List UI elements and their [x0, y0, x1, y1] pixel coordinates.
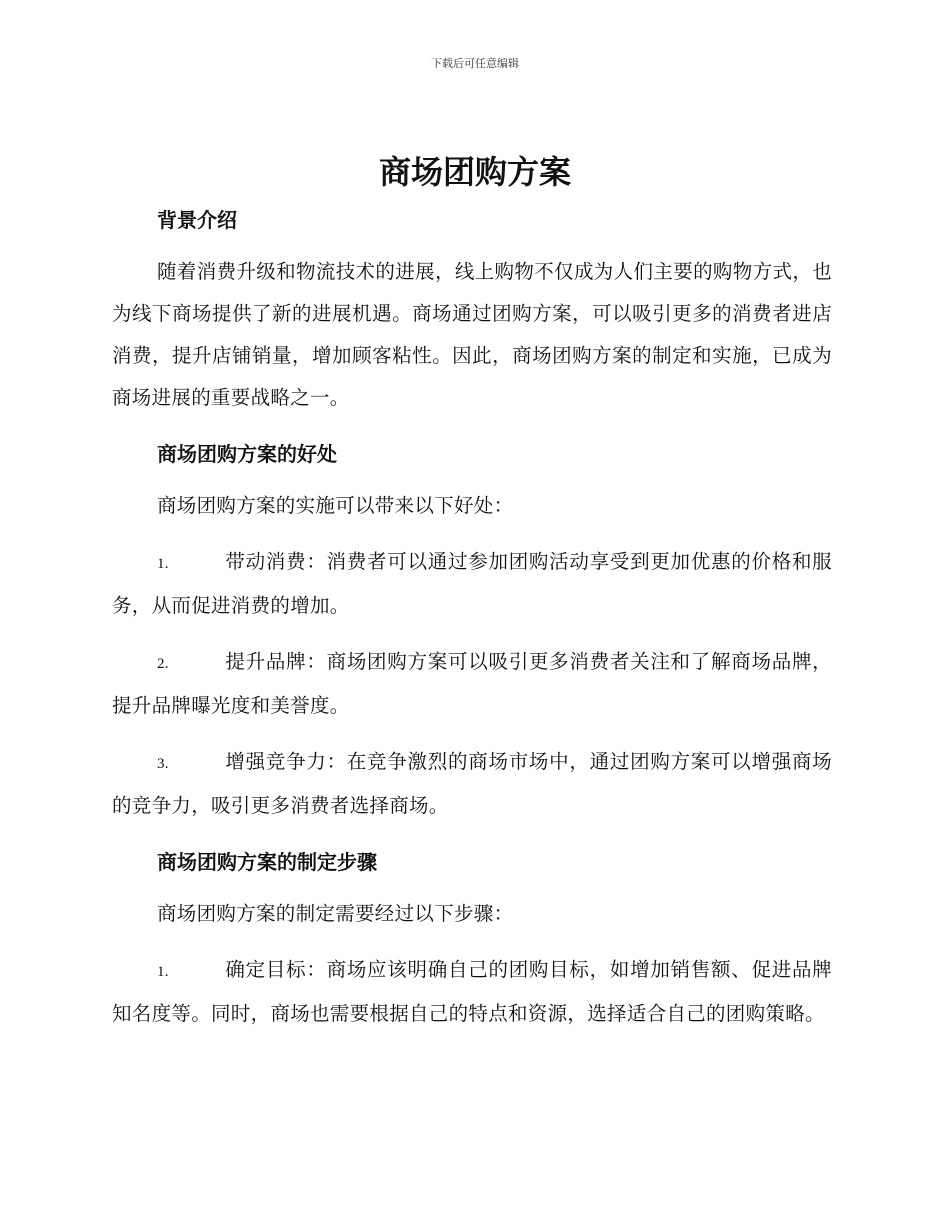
section-heading-steps: 商场团购方案的制定步骤	[157, 850, 377, 874]
step-item-1	[112, 949, 832, 1035]
background-paragraph: 随着消费升级和物流技术的进展，线上购物不仅成为人们主要的购物方式，也为线下商场提供了新的进展机遇。商场通过团购方案，可以吸引更多的消费者进店消费，提升店铺销量，增加顾客粘性。因此，商场团购方案的制定和实施，已成为商场进展的重要战略之一。	[112, 260, 832, 409]
list-item-text: 提升品牌：商场团购方案可以吸引更多消费者关注和了解商场品牌，提升品牌曝光度和美誉度。	[112, 650, 832, 717]
steps-intro: 商场团购方案的制定需要经过以下步骤：	[157, 902, 514, 925]
section-heading-benefits: 商场团购方案的好处	[157, 442, 337, 466]
list-item-text: 确定目标：商场应该明确自己的团购目标，如增加销售额、促进品牌知名度等。同时，商场也需要根据自己的特点和资源，选择适合自己的团购策略。	[112, 958, 832, 1025]
list-number: 1.	[157, 556, 169, 572]
list-number: 1.	[157, 964, 169, 980]
header-note: 下载后可任意编辑	[431, 57, 519, 70]
section-heading-background: 背景介绍	[157, 208, 237, 232]
list-item-text: 增强竞争力：在竞争激烈的商场市场中，通过团购方案可以增强商场的竞争力，吸引更多消费者选择商场。	[112, 750, 832, 817]
list-number: 2.	[157, 656, 169, 672]
document-body	[112, 203, 832, 1035]
list-item-text: 带动消费：消费者可以通过参加团购活动享受到更加优惠的价格和服务，从而促进消费的增加。	[112, 550, 832, 617]
benefit-item-3	[112, 741, 832, 827]
benefit-item-2	[112, 641, 832, 727]
document-title: 商场团购方案	[378, 153, 571, 191]
list-number: 3.	[157, 756, 169, 772]
benefit-item-1	[112, 541, 832, 627]
benefits-intro: 商场团购方案的实施可以带来以下好处：	[157, 494, 514, 517]
